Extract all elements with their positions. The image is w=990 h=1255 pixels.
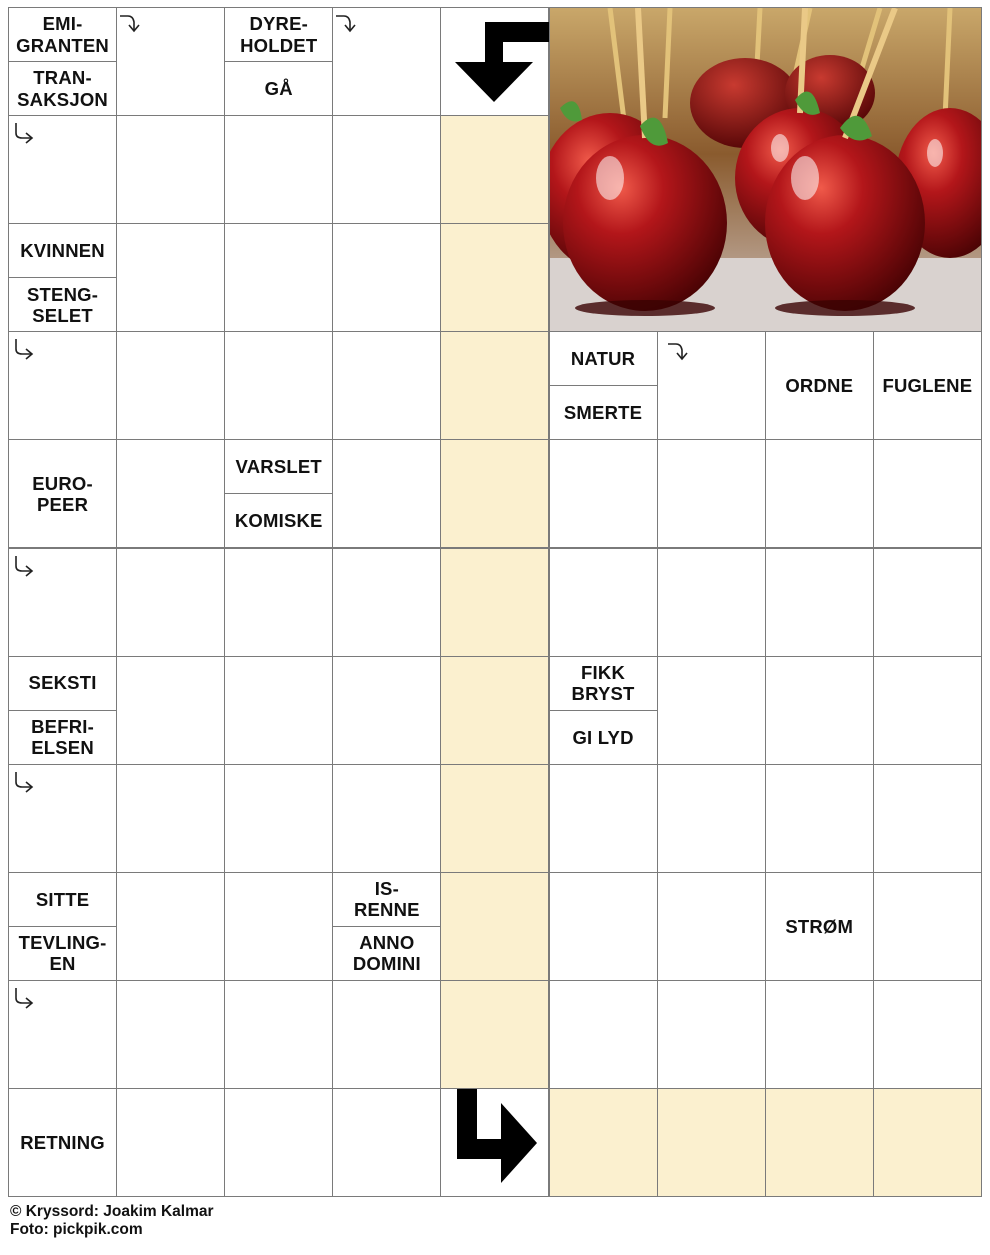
clue-text: FIKK BRYST xyxy=(571,661,635,705)
answer-cell[interactable] xyxy=(224,548,333,657)
answer-cell[interactable] xyxy=(332,1088,441,1197)
solution-cell[interactable] xyxy=(873,1088,982,1197)
clue-text: ORDNE xyxy=(785,375,854,397)
clue-text: STENG- SELET xyxy=(27,283,99,326)
arrow-right-icon xyxy=(12,986,36,1012)
clue-text: EURO- PEER xyxy=(32,472,93,515)
clue-cell xyxy=(765,872,874,981)
answer-cell[interactable] xyxy=(549,439,658,548)
answer-cell[interactable] xyxy=(224,764,333,873)
clue-cell xyxy=(873,331,982,440)
answer-cell[interactable] xyxy=(657,656,766,765)
clue-text: DYRE- HOLDET xyxy=(240,13,318,56)
solution-cell[interactable] xyxy=(440,331,549,440)
credits-crossword: © Kryssord: Joakim Kalmar xyxy=(10,1203,214,1220)
answer-cell[interactable] xyxy=(224,331,333,440)
answer-cell[interactable] xyxy=(332,223,441,332)
clue-cell xyxy=(8,926,117,981)
answer-cell[interactable] xyxy=(657,764,766,873)
answer-cell[interactable] xyxy=(116,223,225,332)
clue-text: TEVLING- EN xyxy=(18,932,107,975)
clue-cell xyxy=(549,331,658,386)
answer-cell[interactable] xyxy=(332,548,441,657)
answer-cell[interactable] xyxy=(116,764,225,873)
arrow-right-icon xyxy=(12,121,36,147)
clue-cell xyxy=(8,656,117,711)
arrow-right-icon xyxy=(12,770,36,796)
answer-cell[interactable] xyxy=(224,115,333,224)
clue-cell xyxy=(224,439,333,494)
answer-cell[interactable] xyxy=(657,872,766,981)
answer-cell[interactable] xyxy=(332,980,441,1089)
answer-cell[interactable] xyxy=(116,548,225,657)
answer-cell[interactable] xyxy=(657,439,766,548)
clue-cell xyxy=(8,7,117,62)
answer-cell[interactable] xyxy=(657,980,766,1089)
answer-cell[interactable] xyxy=(116,1088,225,1197)
answer-cell[interactable] xyxy=(116,115,225,224)
answer-cell[interactable] xyxy=(332,656,441,765)
clue-cell xyxy=(8,277,117,332)
clue-text: SEKSTI xyxy=(28,672,97,694)
clue-text: FUGLENE xyxy=(882,375,973,397)
answer-cell[interactable] xyxy=(765,980,874,1089)
solution-cell[interactable] xyxy=(440,656,549,765)
clue-cell xyxy=(8,1088,117,1197)
answer-cell[interactable] xyxy=(873,872,982,981)
solution-cell[interactable] xyxy=(440,115,549,224)
answer-cell[interactable] xyxy=(657,548,766,657)
clue-text: TRAN- SAKSJON xyxy=(17,67,108,110)
answer-cell[interactable] xyxy=(765,548,874,657)
clue-text: EMI- GRANTEN xyxy=(16,13,109,56)
answer-cell[interactable] xyxy=(116,872,225,981)
solution-cell[interactable] xyxy=(549,1088,658,1197)
solution-cell[interactable] xyxy=(440,872,549,981)
answer-cell[interactable] xyxy=(116,439,225,548)
clue-cell xyxy=(549,385,658,440)
turn-arrow-cell xyxy=(440,1088,549,1197)
answer-cell[interactable] xyxy=(765,764,874,873)
clue-text: GI LYD xyxy=(572,726,634,748)
clue-text: KVINNEN xyxy=(20,240,105,262)
clue-cell xyxy=(8,61,117,116)
solution-cell[interactable] xyxy=(440,548,549,657)
crossword-grid xyxy=(8,7,981,1196)
answer-cell[interactable] xyxy=(332,331,441,440)
answer-cell[interactable] xyxy=(765,439,874,548)
answer-cell[interactable] xyxy=(549,872,658,981)
clue-text: RETNING xyxy=(20,1131,105,1153)
candy-apple-photo xyxy=(549,7,982,332)
answer-cell[interactable] xyxy=(332,115,441,224)
answer-cell[interactable] xyxy=(224,980,333,1089)
clue-text: GÅ xyxy=(264,77,293,99)
answer-cell[interactable] xyxy=(873,548,982,657)
answer-cell[interactable] xyxy=(873,656,982,765)
arrow-down-icon xyxy=(334,13,360,35)
clue-text: VARSLET xyxy=(235,456,322,478)
answer-cell[interactable] xyxy=(332,439,441,548)
answer-cell[interactable] xyxy=(873,764,982,873)
answer-cell[interactable] xyxy=(873,980,982,1089)
credits-photo: Foto: pickpik.com xyxy=(10,1221,143,1238)
answer-cell[interactable] xyxy=(765,656,874,765)
solution-cell[interactable] xyxy=(657,1088,766,1197)
clue-text: NATUR xyxy=(570,348,636,370)
answer-cell[interactable] xyxy=(224,872,333,981)
start-arrow-icon xyxy=(441,8,549,116)
clue-text: SITTE xyxy=(35,888,90,910)
arrow-right-icon xyxy=(12,554,36,580)
clue-text: KOMISKE xyxy=(234,510,323,532)
solution-cell[interactable] xyxy=(440,764,549,873)
clue-text: IS- RENNE xyxy=(353,878,420,921)
arrow-down-icon xyxy=(666,341,692,363)
answer-cell[interactable] xyxy=(549,980,658,1089)
clue-cell xyxy=(224,7,333,62)
candy-apple-image xyxy=(550,8,982,332)
clue-text: ANNO DOMINI xyxy=(352,932,421,975)
arrow-right-icon xyxy=(12,337,36,363)
credits xyxy=(10,1203,214,1239)
solution-cell[interactable] xyxy=(440,223,549,332)
clue-cell xyxy=(765,331,874,440)
answer-cell[interactable] xyxy=(116,656,225,765)
clue-cell xyxy=(332,926,441,981)
answer-cell[interactable] xyxy=(116,980,225,1089)
arrow-down-icon xyxy=(118,13,144,35)
solution-cell[interactable] xyxy=(440,980,549,1089)
answer-cell[interactable] xyxy=(224,656,333,765)
clue-cell xyxy=(8,223,117,278)
answer-cell[interactable] xyxy=(549,764,658,873)
clue-cell xyxy=(8,710,117,765)
clue-text: SMERTE xyxy=(563,402,643,424)
answer-cell[interactable] xyxy=(549,548,658,657)
solution-cell[interactable] xyxy=(765,1088,874,1197)
clue-cell xyxy=(224,493,333,548)
clue-cell xyxy=(8,439,117,548)
clue-cell xyxy=(549,656,658,711)
clue-cell xyxy=(224,61,333,116)
answer-cell[interactable] xyxy=(224,223,333,332)
clue-cell xyxy=(549,710,658,765)
answer-cell[interactable] xyxy=(873,439,982,548)
clue-text: STRØM xyxy=(785,915,854,937)
clue-cell xyxy=(332,872,441,927)
answer-cell[interactable] xyxy=(332,764,441,873)
clue-cell xyxy=(8,872,117,927)
start-arrow-cell xyxy=(440,7,549,116)
solution-cell[interactable] xyxy=(440,439,549,548)
turn-right-arrow-icon xyxy=(441,1089,549,1197)
clue-text: BEFRI- ELSEN xyxy=(31,715,94,759)
answer-cell[interactable] xyxy=(224,1088,333,1197)
answer-cell[interactable] xyxy=(116,331,225,440)
